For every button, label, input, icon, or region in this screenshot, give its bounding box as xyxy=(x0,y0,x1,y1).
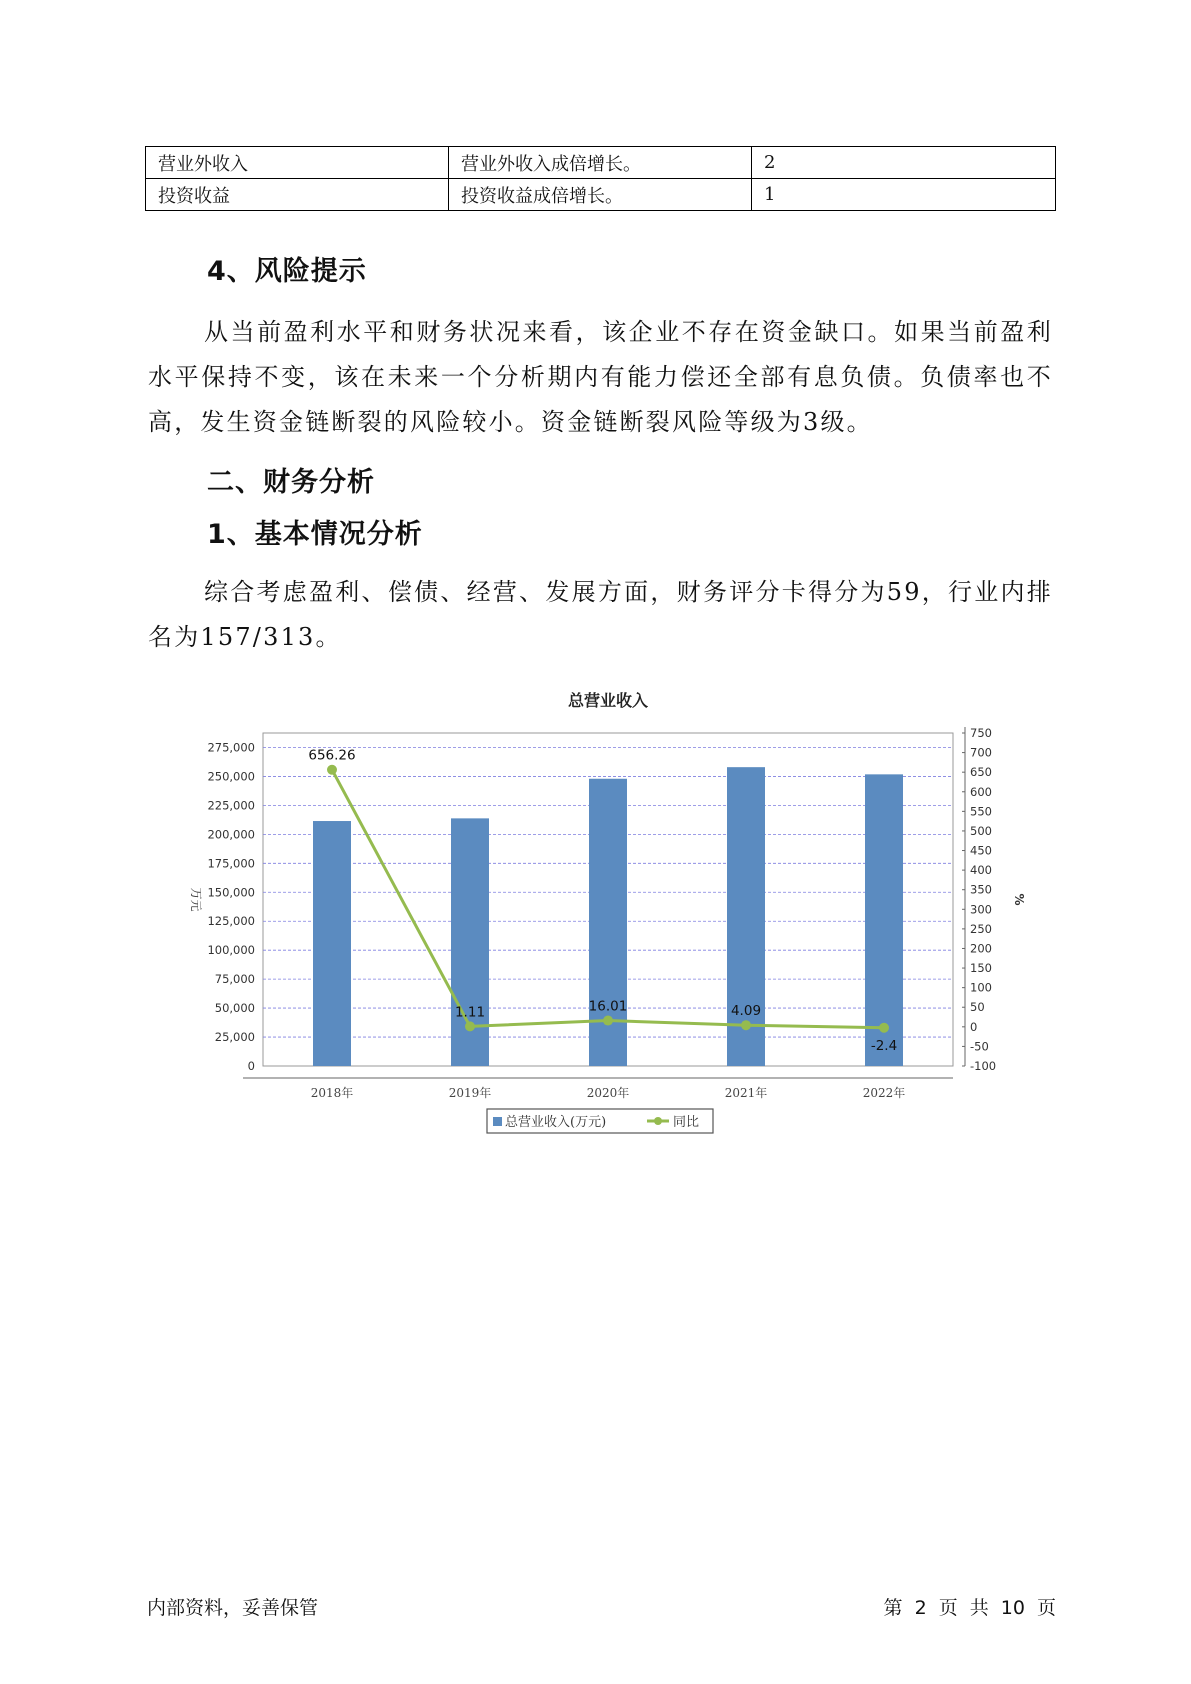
yoy-point xyxy=(741,1020,751,1030)
table-cell-score: 1 xyxy=(752,179,1056,211)
y-right-tick-label: 0 xyxy=(970,1019,978,1034)
y-right-tick-label: 600 xyxy=(970,784,992,799)
basic-heading: 1、基本情况分析 xyxy=(207,519,423,550)
table-cell-item: 投资收益 xyxy=(146,179,449,211)
y-right-tick-label: 250 xyxy=(970,921,992,936)
risk-paragraph: 从当前盈利水平和财务状况来看，该企业不存在资金缺口。如果当前盈利水平保持不变，该在未来一个分析期内有能力偿还全部有息负债。负债率也不高，发生资金链断裂的风险较小。资金链断裂风险等级为3级。 xyxy=(148,318,1053,436)
basic-paragraph: 综合考虑盈利、偿债、经营、发展方面，财务评分卡得分为59，行业内排名为157/313。 xyxy=(148,578,1053,651)
y-left-tick-label: 250,000 xyxy=(207,769,255,784)
data-label: 1.11 xyxy=(454,1004,486,1021)
finance-heading: 二、财务分析 xyxy=(207,467,375,498)
y-right-tick-label: 550 xyxy=(970,804,992,819)
legend-bar-swatch xyxy=(493,1117,502,1126)
y-right-tick-label: 650 xyxy=(970,765,992,780)
y-right-tick-label: 700 xyxy=(970,745,992,760)
y-left-tick-label: 75,000 xyxy=(214,972,255,987)
y-right-tick-label: -50 xyxy=(970,1039,989,1054)
y-left-axis-title: 万元 xyxy=(189,887,203,912)
y-left-tick-label: 200,000 xyxy=(207,827,255,842)
legend-line-label: 同比 xyxy=(673,1115,700,1130)
y-left-tick-label: 175,000 xyxy=(207,856,255,871)
y-right-tick-label: 150 xyxy=(970,961,992,976)
yoy-point xyxy=(327,765,337,775)
y-right-tick-label: 450 xyxy=(970,843,992,858)
data-label: 4.09 xyxy=(730,1003,762,1020)
y-left-tick-label: 225,000 xyxy=(207,798,255,813)
x-tick-label: 2019年 xyxy=(448,1086,492,1100)
x-tick-label: 2022年 xyxy=(862,1086,906,1100)
y-right-tick-label: 300 xyxy=(970,902,992,917)
yoy-point xyxy=(603,1016,613,1026)
table-cell-score: 2 xyxy=(752,147,1056,179)
y-left-tick-label: 100,000 xyxy=(207,943,255,958)
y-left-tick-label: 25,000 xyxy=(214,1030,255,1045)
legend-line-marker xyxy=(654,1117,662,1125)
data-label: 16.01 xyxy=(588,998,628,1015)
y-right-tick-label: 50 xyxy=(970,1000,985,1015)
revenue-chart-svg xyxy=(170,686,1030,1146)
x-tick-label: 2021年 xyxy=(724,1086,768,1100)
y-right-tick-label: 750 xyxy=(970,726,992,740)
x-tick-label: 2018年 xyxy=(310,1086,354,1100)
table-cell-item: 营业外收入 xyxy=(146,147,449,179)
y-right-tick-label: 400 xyxy=(970,863,992,878)
legend-bar-label: 总营业收入(万元) xyxy=(505,1115,607,1130)
y-left-tick-label: 125,000 xyxy=(207,914,255,929)
x-tick-label: 2020年 xyxy=(586,1086,630,1100)
risk-heading: 4、风险提示 xyxy=(207,256,367,287)
table-row xyxy=(146,179,1056,211)
y-left-tick-label: 275,000 xyxy=(207,740,255,755)
table-cell-desc: 营业外收入成倍增长。 xyxy=(449,147,752,179)
indicator-table xyxy=(145,146,1056,211)
chart-title: 总营业收入 xyxy=(567,691,649,710)
y-right-tick-label: 350 xyxy=(970,882,992,897)
data-label: -2.4 xyxy=(870,1037,898,1054)
y-left-tick-label: 150,000 xyxy=(207,885,255,900)
footer-page-number: 第 2 页 共 10 页 xyxy=(883,1597,1056,1619)
table-cell-desc: 投资收益成倍增长。 xyxy=(449,179,752,211)
y-right-tick-label: 500 xyxy=(970,823,992,838)
footer-confidential: 内部资料，妥善保管 xyxy=(147,1597,319,1619)
yoy-point xyxy=(879,1023,889,1033)
table-row xyxy=(146,147,1056,179)
y-left-tick-label: 50,000 xyxy=(214,1001,255,1016)
y-right-axis-title: % xyxy=(1012,893,1026,906)
bar xyxy=(313,821,351,1066)
yoy-point xyxy=(465,1021,475,1031)
bar xyxy=(865,774,903,1066)
data-label: 656.26 xyxy=(308,747,356,764)
y-right-tick-label: -100 xyxy=(970,1059,997,1073)
revenue-chart xyxy=(170,686,1030,1146)
y-left-tick-label: 0 xyxy=(247,1059,255,1073)
y-right-tick-label: 100 xyxy=(970,980,992,995)
y-right-tick-label: 200 xyxy=(970,941,992,956)
